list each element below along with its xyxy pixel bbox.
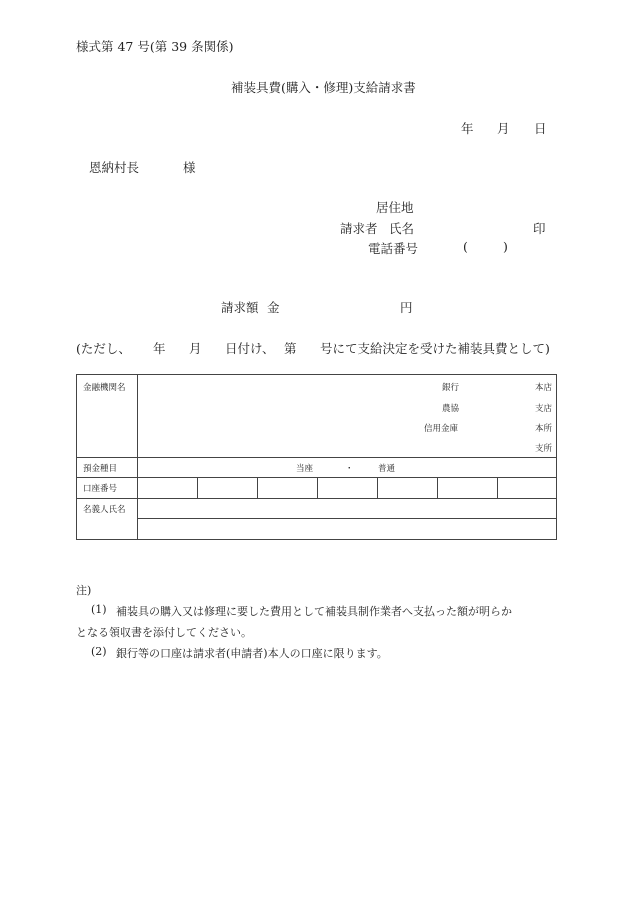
decision-open: (ただし、	[76, 341, 131, 356]
decision-month: 月	[189, 341, 202, 356]
date-month-label: 月	[497, 121, 510, 136]
inst-type-ja: 農協	[442, 404, 460, 414]
note-2-number: (2)	[91, 645, 107, 658]
form-title: 補装具費(購入・修理)支給請求書	[231, 80, 416, 95]
account-digit-divider	[197, 477, 198, 498]
note-1-number: (1)	[91, 603, 107, 616]
addressee: 恩納村長	[89, 160, 140, 175]
amount-prefix: 金	[267, 300, 280, 315]
table-rule	[137, 518, 556, 519]
claimant-label: 請求者	[340, 221, 378, 236]
amount-unit: 円	[400, 300, 413, 315]
date-year-label: 年	[461, 121, 474, 136]
phone-label: 電話番号	[368, 241, 419, 256]
addressee-honorific: 様	[183, 160, 196, 175]
branch-type-branch: 支店	[535, 404, 553, 414]
date-day-label: 日	[534, 121, 547, 136]
branch-type-sub-office: 支所	[535, 444, 553, 454]
notes-heading: 注)	[76, 584, 92, 597]
deposit-current: 当座	[296, 464, 314, 474]
account-digit-divider	[317, 477, 318, 498]
phone-paren-close: )	[503, 239, 508, 254]
decision-day: 日付け、	[225, 341, 275, 356]
table-column-divider	[137, 375, 138, 539]
inst-type-bank: 銀行	[442, 383, 460, 393]
note-2-text: 銀行等の口座は請求者(申請者)本人の口座に限ります。	[116, 647, 388, 660]
deposit-separator: ・	[345, 464, 354, 474]
decision-ordinal: 第	[284, 341, 297, 356]
table-rule	[77, 498, 556, 499]
seal-mark: 印	[533, 221, 546, 236]
account-holder-label: 名義人氏名	[83, 505, 126, 515]
note-1-line-1: 補装具の購入又は修理に要した費用として補装具制作業者へ支払った額が明らか	[116, 605, 512, 618]
form-number: 様式第 47 号(第 39 条関係)	[76, 39, 234, 54]
institution-label: 金融機関名	[83, 383, 126, 393]
inst-type-credit-union: 信用金庫	[424, 424, 459, 434]
deposit-type-label: 預金種目	[83, 464, 118, 474]
branch-type-main-office: 本所	[535, 424, 553, 434]
account-digit-divider	[497, 477, 498, 498]
branch-type-head-office: 本店	[535, 383, 553, 393]
name-label: 氏名	[389, 221, 415, 236]
deposit-ordinary: 普通	[378, 464, 396, 474]
table-rule	[77, 457, 556, 458]
note-1-line-2: となる領収書を添付してください。	[76, 626, 252, 639]
bank-account-table	[76, 374, 557, 540]
address-label: 居住地	[376, 200, 414, 215]
account-digit-divider	[437, 477, 438, 498]
account-digit-divider	[377, 477, 378, 498]
phone-paren-open: (	[463, 239, 468, 254]
account-number-label: 口座番号	[83, 484, 118, 494]
decision-rest: 号にて支給決定を受けた補装具費として)	[320, 341, 550, 356]
decision-year: 年	[153, 341, 166, 356]
amount-label: 請求額	[221, 300, 259, 315]
account-digit-divider	[257, 477, 258, 498]
